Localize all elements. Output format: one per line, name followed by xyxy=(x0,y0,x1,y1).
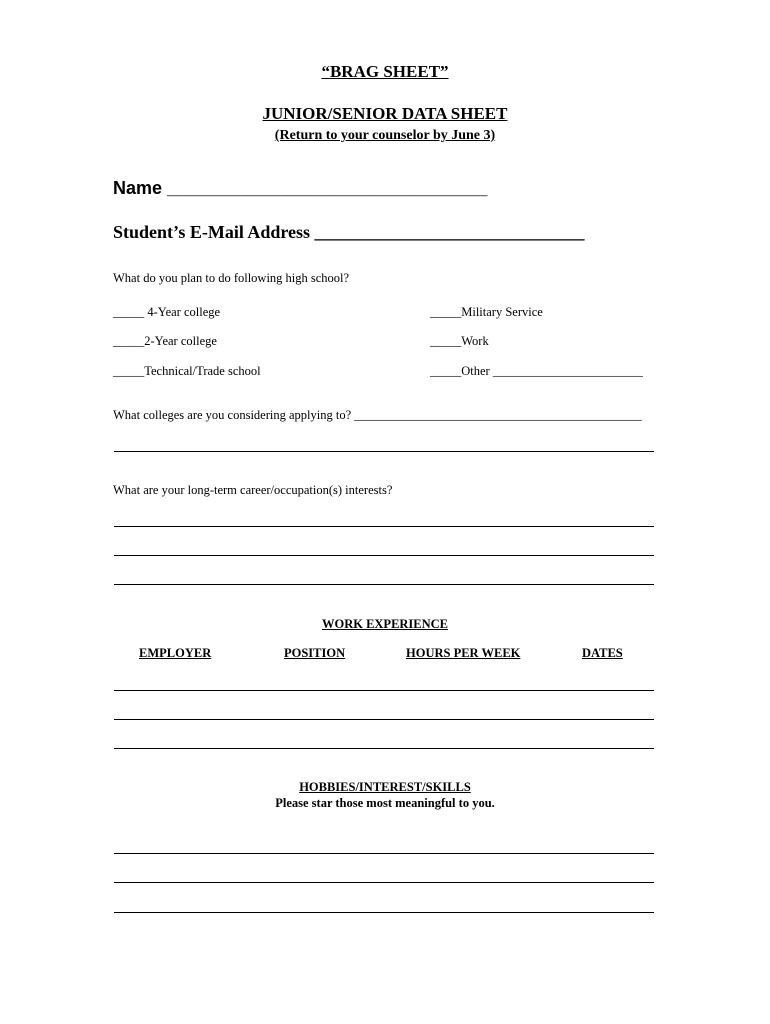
hobby-entry-line[interactable] xyxy=(114,882,654,883)
hobbies-heading: HOBBIES/INTEREST/SKILLS xyxy=(299,780,471,794)
option-4-year-college[interactable]: _____ 4-Year college xyxy=(113,305,221,319)
career-answer-line[interactable] xyxy=(114,526,654,527)
hobbies-note: Please star those most meaningful to you. xyxy=(275,796,495,810)
work-experience-heading: WORK EXPERIENCE xyxy=(321,617,449,631)
career-question: What are your long-term career/occupation(s) interests? xyxy=(113,483,393,497)
sheet-subtitle: JUNIOR/SENIOR DATA SHEET xyxy=(262,104,508,123)
career-answer-line[interactable] xyxy=(114,584,654,585)
email-field[interactable]: Student’s E-Mail Address ______________________________ xyxy=(113,222,585,242)
sheet-title: “BRAG SHEET” xyxy=(321,62,449,81)
colleges-question[interactable]: What colleges are you considering applying to? ______________________________________________ xyxy=(113,408,642,422)
option-other[interactable]: _____Other ________________________ xyxy=(430,364,643,378)
column-position: POSITION xyxy=(284,646,346,660)
career-answer-line[interactable] xyxy=(114,555,654,556)
work-entry-line[interactable] xyxy=(114,690,654,691)
colleges-answer-line[interactable] xyxy=(114,451,654,452)
plans-question: What do you plan to do following high school? xyxy=(113,271,350,285)
column-hours-per-week: HOURS PER WEEK xyxy=(406,646,521,660)
option-work[interactable]: _____Work xyxy=(430,334,489,348)
hobby-entry-line[interactable] xyxy=(114,912,654,913)
hobby-entry-line[interactable] xyxy=(114,853,654,854)
name-field[interactable]: Name ________________________________ xyxy=(113,178,488,198)
column-dates: DATES xyxy=(582,646,623,660)
option-technical-trade-school[interactable]: _____Technical/Trade school xyxy=(113,364,261,378)
return-note: (Return to your counselor by June 3) xyxy=(274,128,496,143)
work-entry-line[interactable] xyxy=(114,719,654,720)
work-entry-line[interactable] xyxy=(114,748,654,749)
option-military-service[interactable]: _____Military Service xyxy=(430,305,543,319)
option-2-year-college[interactable]: _____2-Year college xyxy=(113,334,217,348)
column-employer: EMPLOYER xyxy=(139,646,212,660)
